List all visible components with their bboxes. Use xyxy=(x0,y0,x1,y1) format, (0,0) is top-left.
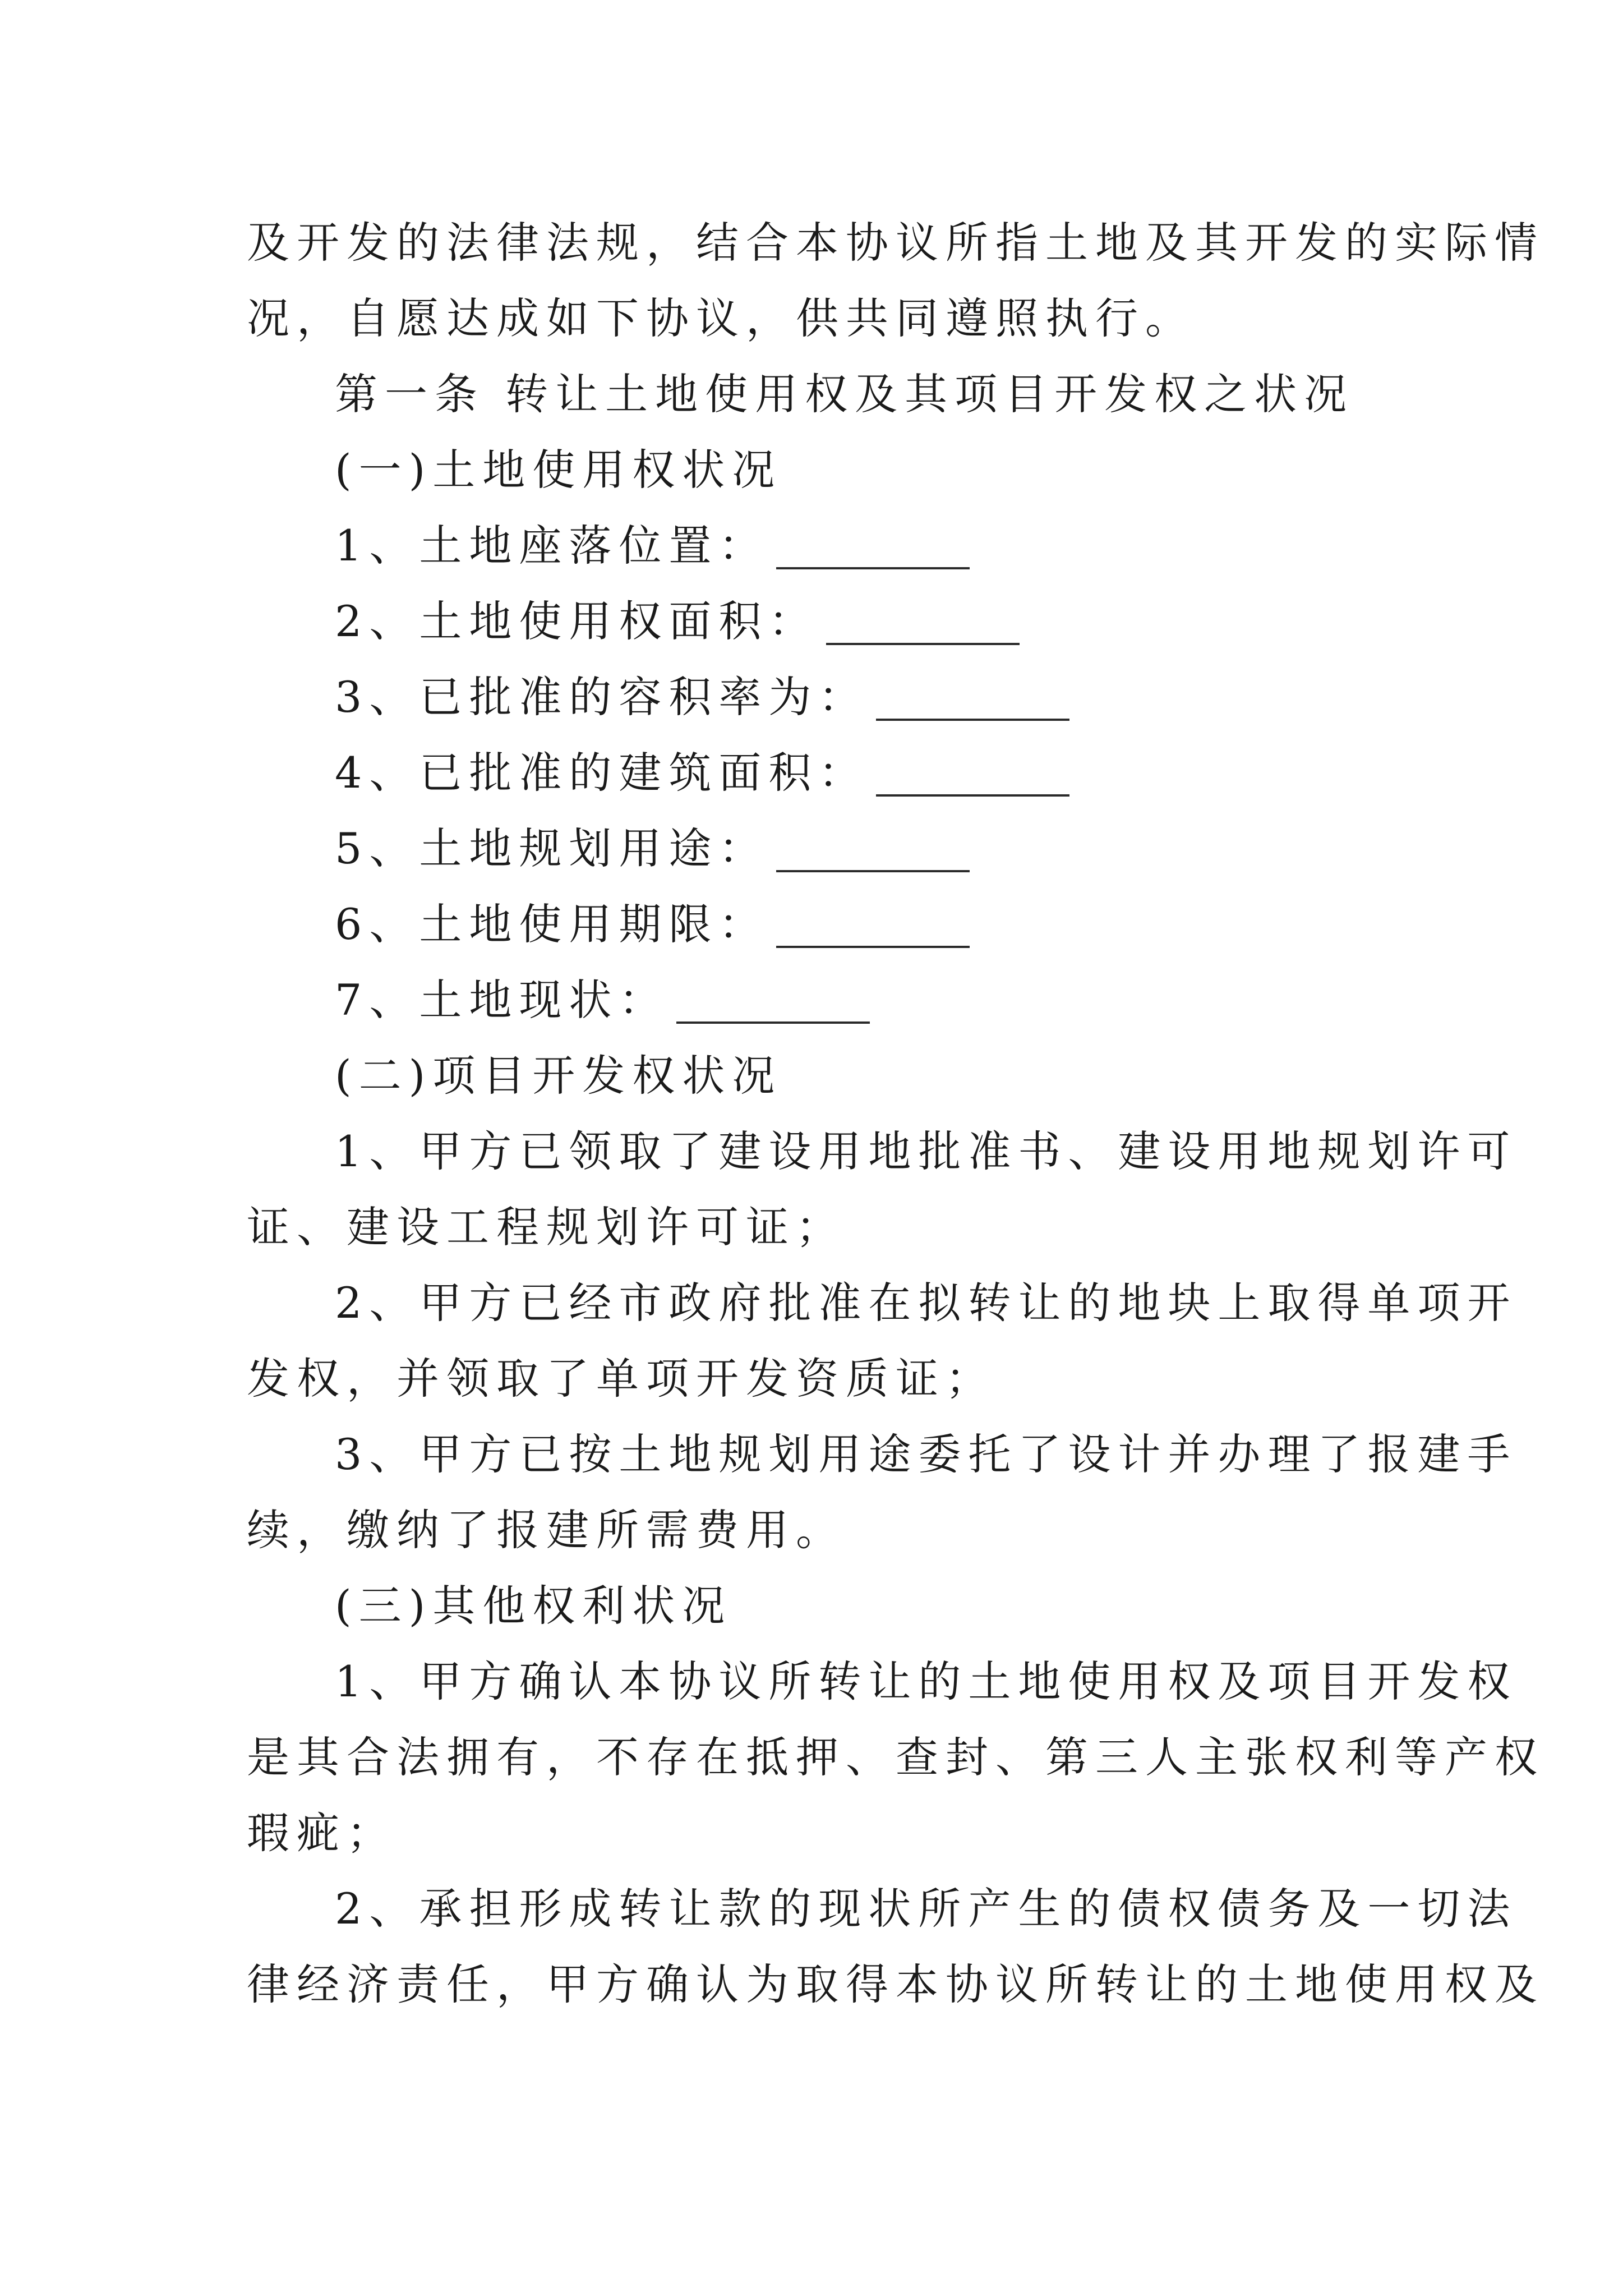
paragraph-line: 1、甲方确认本协议所转让的土地使用权及项目开发权 xyxy=(335,1657,1518,1706)
paragraph-line: 3、甲方已按土地规划用途委托了设计并办理了报建手 xyxy=(335,1429,1518,1479)
paragraph-line: 律经济责任，甲方确认为取得本协议所转让的土地使用权及 xyxy=(247,1959,1544,2009)
field-land-status xyxy=(335,973,870,1027)
fill-in-blank xyxy=(776,567,970,569)
fill-in-blank xyxy=(876,719,1069,721)
field-label: 2、土地使用权面积： xyxy=(335,596,819,646)
fill-in-blank xyxy=(826,643,1020,645)
subsection-heading: (三)其他权利状况 xyxy=(335,1581,732,1631)
field-plot-ratio xyxy=(335,670,1069,724)
field-planned-use xyxy=(335,822,970,876)
fill-in-blank xyxy=(676,1022,870,1024)
field-land-area xyxy=(335,595,1020,648)
paragraph-line: 证、建设工程规划许可证； xyxy=(247,1202,846,1252)
paragraph-line: 2、甲方已经市政府批准在拟转让的地块上取得单项开 xyxy=(335,1278,1518,1328)
paragraph-line: 1、甲方已领取了建设用地批准书、建设用地规划许可 xyxy=(335,1126,1518,1176)
field-label: 5、土地规划用途： xyxy=(335,823,769,873)
field-label: 3、已批准的容积率为： xyxy=(335,672,869,722)
paragraph-line: 2、承担形成转让款的现状所产生的债权债务及一切法 xyxy=(335,1884,1518,1934)
subsection-heading: (二)项目开发权状况 xyxy=(335,1051,782,1101)
paragraph-line: 续，缴纳了报建所需费用。 xyxy=(247,1505,846,1555)
paragraph-line: 是其合法拥有，不存在抵押、查封、第三人主张权利等产权 xyxy=(247,1732,1544,1782)
field-label: 4、已批准的建筑面积： xyxy=(335,748,869,798)
fill-in-blank xyxy=(876,794,1069,797)
field-label: 1、土地座落位置： xyxy=(335,521,769,570)
section-heading: 第一条 转让土地使用权及其项目开发权之状况 xyxy=(335,369,1354,419)
subsection-heading: (一)土地使用权状况 xyxy=(335,445,782,495)
fill-in-blank xyxy=(776,946,970,948)
field-building-area xyxy=(335,746,1069,800)
field-use-term xyxy=(335,898,970,951)
paragraph-line: 瑕疵； xyxy=(247,1808,396,1858)
paragraph-line: 况，自愿达成如下协议，供共同遵照执行。 xyxy=(247,293,1195,343)
field-land-location xyxy=(335,519,970,573)
field-label: 6、土地使用期限： xyxy=(335,899,769,949)
paragraph-line: 发权，并领取了单项开发资质证； xyxy=(247,1354,995,1404)
paragraph-line: 及开发的法律法规，结合本协议所指土地及其开发的实际情 xyxy=(247,218,1544,268)
field-label: 7、土地现状： xyxy=(335,975,669,1025)
fill-in-blank xyxy=(776,870,970,872)
